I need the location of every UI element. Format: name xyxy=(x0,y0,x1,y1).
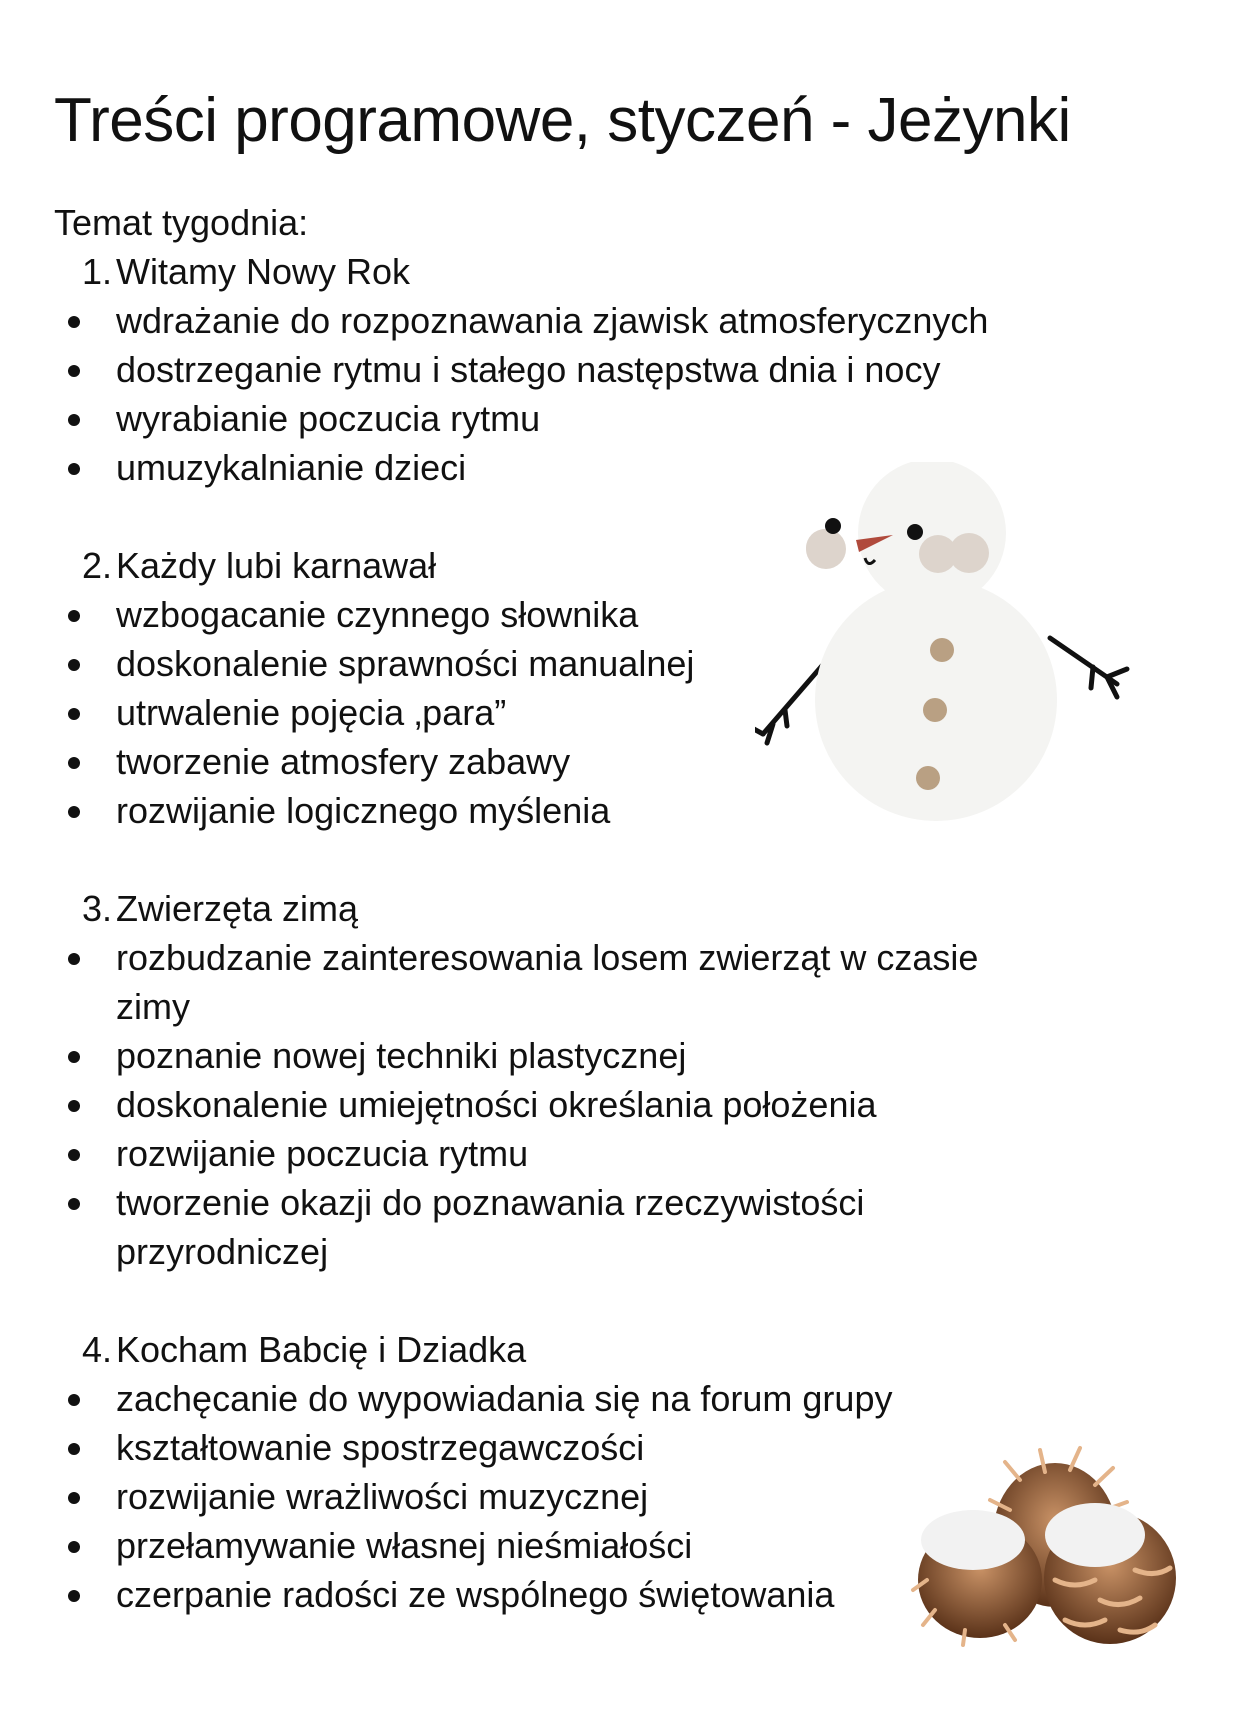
bullet-icon xyxy=(68,1149,80,1161)
list-item xyxy=(54,1129,1054,1178)
coat-button-2 xyxy=(923,698,947,722)
coat-button-3 xyxy=(916,766,940,790)
snow-cap xyxy=(921,1510,1025,1570)
list-item-text: przełamywanie własnej nieśmiałości xyxy=(116,1525,693,1566)
bullet-icon xyxy=(68,414,80,426)
list-item xyxy=(54,1423,1054,1472)
bullet-icon xyxy=(68,1541,80,1553)
list-item-text: wyrabianie poczucia rytmu xyxy=(116,398,541,439)
bullet-icon xyxy=(68,365,80,377)
list-item xyxy=(54,1521,1054,1570)
bullet-icon xyxy=(68,708,80,720)
pine-cone-right xyxy=(1044,1503,1176,1644)
list-item-text: wdrażanie do rozpoznawania zjawisk atmosferycznych xyxy=(116,300,989,341)
week-number: 2. xyxy=(82,545,113,586)
list-item xyxy=(54,1570,1054,1619)
list-item-text: czerpanie radości ze wspólnego świętowania xyxy=(116,1574,835,1615)
program-content xyxy=(54,198,1054,1619)
list-item xyxy=(54,1472,1054,1521)
week-heading xyxy=(54,1325,1054,1374)
bullet-icon xyxy=(68,659,80,671)
list-item-text: doskonalenie umiejętności określania położenia xyxy=(116,1084,877,1125)
bullet-icon xyxy=(68,1100,80,1112)
week-title: Każdy lubi karnawał xyxy=(116,545,437,586)
week-heading xyxy=(54,884,1054,933)
list-item-continuation xyxy=(54,982,1054,1031)
pine-cones-illustration xyxy=(905,1440,1195,1650)
list-item xyxy=(54,296,1054,345)
list-item-text: zimy xyxy=(116,986,190,1027)
list-item-text: tworzenie atmosfery zabawy xyxy=(116,741,571,782)
bullet-icon xyxy=(68,463,80,475)
list-item xyxy=(54,1080,1054,1129)
list-item-text: wzbogacanie czynnego słownika xyxy=(116,594,639,635)
list-item-text: utrwalenie pojęcia ‚para” xyxy=(116,692,507,733)
week-title: Kocham Babcię i Dziadka xyxy=(116,1329,527,1370)
intro-label: Temat tygodnia: xyxy=(54,202,309,243)
section-gap xyxy=(54,835,1054,884)
bullet-icon xyxy=(68,806,80,818)
bullet-icon xyxy=(68,1443,80,1455)
week-number: 1. xyxy=(82,251,113,292)
page-title: Treści programowe, styczeń - Jeżynki xyxy=(54,86,1071,155)
eye-right xyxy=(907,524,923,540)
list-item-text: rozwijanie logicznego myślenia xyxy=(116,790,611,831)
list-item-text: tworzenie okazji do poznawania rzeczywistości xyxy=(116,1182,865,1223)
week-heading xyxy=(54,247,1054,296)
bullet-icon xyxy=(68,953,80,965)
bullet-icon xyxy=(68,1198,80,1210)
list-item-text: przyrodniczej xyxy=(116,1231,329,1272)
list-item-text: zachęcanie do wypowiadania się na forum grupy xyxy=(116,1378,893,1419)
bullet-icon xyxy=(68,1590,80,1602)
list-item-text: kształtowanie spostrzegawczości xyxy=(116,1427,645,1468)
snowman-head xyxy=(858,462,1006,607)
list-item-text: umuzykalnianie dzieci xyxy=(116,447,467,488)
list-item-text: dostrzeganie rytmu i stałego następstwa dnia i nocy xyxy=(116,349,941,390)
bullet-icon xyxy=(68,1051,80,1063)
list-item-text: doskonalenie sprawności manualnej xyxy=(116,643,695,684)
bullet-icon xyxy=(68,757,80,769)
list-item xyxy=(54,1031,1054,1080)
list-item-text: poznanie nowej techniki plastycznej xyxy=(116,1035,687,1076)
bullet-icon xyxy=(68,1492,80,1504)
snowman-illustration xyxy=(755,462,1135,842)
list-item-text: rozwijanie poczucia rytmu xyxy=(116,1133,529,1174)
week-number: 3. xyxy=(82,888,113,929)
right-arm-icon xyxy=(1050,638,1127,697)
list-item xyxy=(54,345,1054,394)
list-item xyxy=(54,933,1054,982)
week-title: Witamy Nowy Rok xyxy=(116,251,411,292)
list-item-continuation xyxy=(54,1227,1054,1276)
eye-left xyxy=(825,518,841,534)
left-cheek-big xyxy=(806,529,846,569)
bullet-icon xyxy=(68,610,80,622)
list-item-text: rozwijanie wrażliwości muzycznej xyxy=(116,1476,649,1517)
week-number: 4. xyxy=(82,1329,113,1370)
list-item-text: rozbudzanie zainteresowania losem zwierząt w czasie xyxy=(116,937,979,978)
bullet-icon xyxy=(68,1394,80,1406)
weeks-list xyxy=(54,247,1054,1619)
coat-button-1 xyxy=(930,638,954,662)
snow-cap xyxy=(1045,1503,1145,1567)
list-item xyxy=(54,1374,1054,1423)
list-item xyxy=(54,394,1054,443)
list-item xyxy=(54,1178,1054,1227)
week-title: Zwierzęta zimą xyxy=(116,888,359,929)
section-gap xyxy=(54,1276,1054,1325)
right-cheek-big xyxy=(949,533,989,573)
bullet-icon xyxy=(68,316,80,328)
